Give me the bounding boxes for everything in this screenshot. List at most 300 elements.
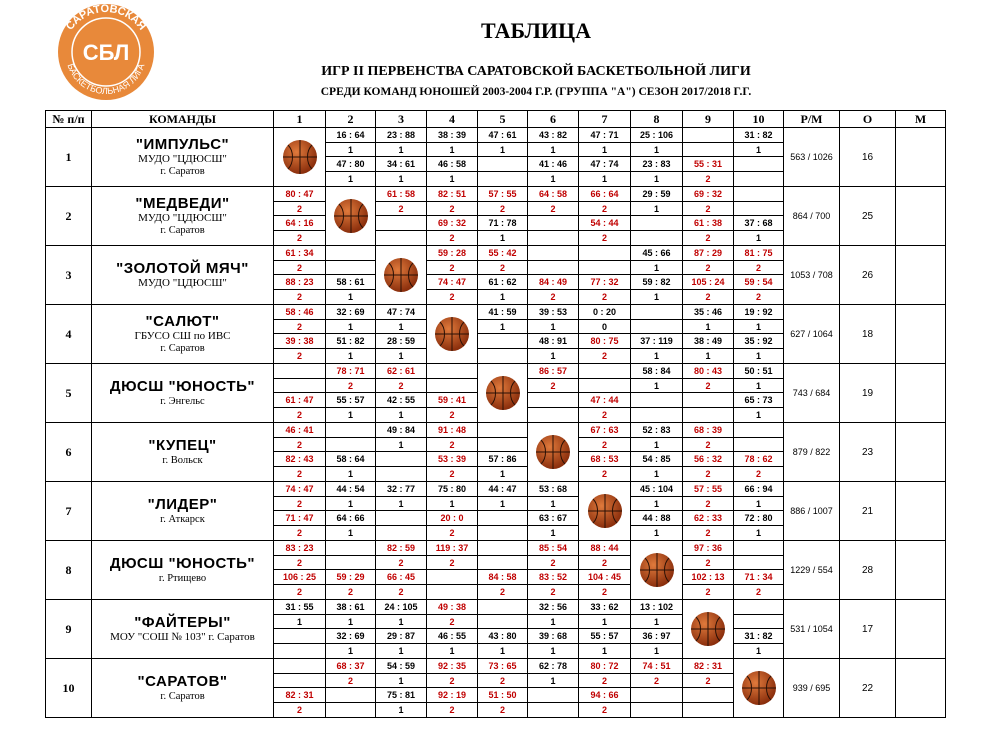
- game1-score: 32 : 69: [326, 305, 375, 320]
- team-row: [46, 423, 946, 482]
- score-ratio: 1229 / 554: [784, 541, 840, 600]
- team-org: МУДО "ЦДЮСШ": [138, 212, 227, 225]
- game2-points: 1: [653, 469, 659, 479]
- game1-points: 1: [478, 143, 527, 157]
- game2-points: 2: [705, 292, 711, 302]
- game1-score: 97 : 36: [683, 541, 733, 556]
- score-ratio: 864 / 700: [784, 187, 840, 246]
- game-cell: [274, 305, 326, 364]
- game2-points: 1: [398, 705, 404, 715]
- team-org: ГБУСО СШ по ИВС: [134, 330, 231, 343]
- game-cell: [683, 541, 734, 600]
- game-cell: [579, 305, 631, 364]
- game1-score: 66 : 64: [579, 187, 630, 202]
- game2-score: 54 : 85: [631, 452, 682, 467]
- game1-score: 59 : 28: [427, 246, 477, 261]
- game2-points: 1: [755, 528, 761, 538]
- team-city: г. Энгельс: [160, 395, 205, 407]
- game-cell: [734, 482, 784, 541]
- page-subtitle-2: СРЕДИ КОМАНД ЮНОШЕЙ 2003-2004 Г.Р. (ГРУППА "А") СЕЗОН 2017/2018 Г.Г.: [320, 86, 752, 98]
- game1-score: 62 : 78: [528, 659, 578, 674]
- game2-points: 1: [601, 646, 607, 656]
- team-name: ДЮСШ "ЮНОСТЬ": [109, 555, 256, 573]
- game2-score: 56 : 32: [683, 452, 733, 467]
- game2-score: 63 : 67: [528, 511, 578, 526]
- game1-score: 23 : 88: [376, 128, 426, 143]
- game2-score: [274, 629, 325, 644]
- game-cell: [326, 128, 376, 187]
- game2-points: 2: [601, 410, 607, 420]
- game-cell: [326, 246, 376, 305]
- game1-points: 2: [478, 202, 527, 216]
- game-cell: [683, 246, 734, 305]
- game-cell: [631, 600, 683, 659]
- score-ratio: 886 / 1007: [784, 482, 840, 541]
- game2-points: 1: [499, 233, 505, 243]
- game2-points: 2: [449, 705, 455, 715]
- game-cell: [427, 128, 478, 187]
- game-cell: [376, 364, 427, 423]
- game2-score: 47 : 80: [326, 157, 375, 172]
- game-cell: [427, 423, 478, 482]
- game2-score: [631, 216, 682, 231]
- game2-score: 66 : 45: [376, 570, 426, 585]
- game2-score: 88 : 23: [274, 275, 325, 290]
- game1-score: 64 : 58: [528, 187, 578, 202]
- game1-points: 1: [631, 261, 682, 275]
- game1-points: [326, 261, 375, 275]
- game-cell: [528, 128, 579, 187]
- game1-points: [579, 261, 630, 275]
- game2-score: 77 : 32: [579, 275, 630, 290]
- game1-score: [274, 659, 325, 674]
- game-cell: [376, 482, 427, 541]
- game-cell: [734, 364, 784, 423]
- game2-points: 1: [550, 646, 556, 656]
- game2-points: 2: [449, 410, 455, 420]
- game2-points: 2: [398, 587, 404, 597]
- game2-score: 71 : 78: [478, 216, 527, 231]
- game-cell: [274, 246, 326, 305]
- diagonal-cell: [427, 305, 478, 364]
- game2-points: 1: [499, 469, 505, 479]
- game1-points: 1: [528, 615, 578, 629]
- game1-score: 75 : 80: [427, 482, 477, 497]
- game-cell: [631, 128, 683, 187]
- game1-points: 2: [478, 674, 527, 688]
- game2-points: 2: [449, 469, 455, 479]
- game1-score: 91 : 48: [427, 423, 477, 438]
- team-cell: [92, 187, 274, 246]
- game2-score: 105 : 24: [683, 275, 733, 290]
- game-cell: [528, 187, 579, 246]
- game2-score: 51 : 82: [326, 334, 375, 349]
- game1-score: 39 : 53: [528, 305, 578, 320]
- basketball-icon: [587, 493, 623, 529]
- game2-score: 54 : 44: [579, 216, 630, 231]
- basketball-icon: [690, 611, 726, 647]
- game-cell: [274, 659, 326, 718]
- game-cell: [631, 187, 683, 246]
- game1-points: 1: [376, 320, 426, 334]
- header-col: 6: [528, 111, 579, 128]
- game2-score: 65 : 73: [734, 393, 783, 408]
- game1-points: [274, 379, 325, 393]
- game1-points: 2: [427, 261, 477, 275]
- game1-score: 88 : 44: [579, 541, 630, 556]
- game2-score: [734, 157, 783, 172]
- team-city: г. Аткарск: [160, 513, 205, 525]
- team-number: 5: [46, 364, 92, 423]
- game1-score: 33 : 62: [579, 600, 630, 615]
- header-col: 2: [326, 111, 376, 128]
- game1-score: 47 : 74: [376, 305, 426, 320]
- game2-score: 72 : 80: [734, 511, 783, 526]
- game2-score: 35 : 92: [734, 334, 783, 349]
- game1-points: 1: [326, 615, 375, 629]
- game2-points: [528, 703, 578, 717]
- header-col: 1: [274, 111, 326, 128]
- game-cell: [631, 246, 683, 305]
- game1-score: 62 : 61: [376, 364, 426, 379]
- team-name: "ЗОЛОТОЙ МЯЧ": [116, 260, 249, 278]
- team-row: [46, 364, 946, 423]
- score-ratio: 743 / 684: [784, 364, 840, 423]
- header-teams: КОМАНДЫ: [92, 111, 274, 128]
- game2-score: 59 : 41: [427, 393, 477, 408]
- team-cell: [92, 482, 274, 541]
- team-city: г. Саратов: [160, 165, 205, 177]
- game2-points: 1: [499, 292, 505, 302]
- game1-points: 1: [427, 497, 477, 511]
- game-cell: [478, 482, 528, 541]
- team-org: МУДО "ЦДЮСШ": [138, 277, 227, 290]
- game2-points: 1: [347, 469, 353, 479]
- game-cell: [326, 659, 376, 718]
- game2-points: 1: [347, 292, 353, 302]
- game1-points: 2: [427, 438, 477, 452]
- game2-score: 23 : 83: [631, 157, 682, 172]
- game2-score: 64 : 66: [326, 511, 375, 526]
- game2-score: 102 : 13: [683, 570, 733, 585]
- game-cell: [427, 364, 478, 423]
- game1-score: 25 : 106: [631, 128, 682, 143]
- game-cell: [579, 364, 631, 423]
- header-col: 8: [631, 111, 683, 128]
- place: [896, 482, 946, 541]
- header-pm: Р/М: [784, 111, 840, 128]
- game1-score: 78 : 71: [326, 364, 375, 379]
- game-cell: [478, 541, 528, 600]
- game-cell: [478, 246, 528, 305]
- game1-score: 58 : 84: [631, 364, 682, 379]
- game1-score: 69 : 32: [683, 187, 733, 202]
- game-cell: [528, 246, 579, 305]
- game2-points: 2: [705, 174, 711, 184]
- game2-points: 2: [601, 469, 607, 479]
- game-cell: [326, 482, 376, 541]
- team-cell: [92, 364, 274, 423]
- game1-score: 53 : 68: [528, 482, 578, 497]
- game2-points: [376, 467, 426, 481]
- game-cell: [734, 128, 784, 187]
- game-cell: [274, 187, 326, 246]
- game1-score: 67 : 63: [579, 423, 630, 438]
- game2-score: 61 : 62: [478, 275, 527, 290]
- game2-points: 2: [347, 587, 353, 597]
- game1-score: 82 : 31: [683, 659, 733, 674]
- game2-score: [528, 393, 578, 408]
- game2-score: 59 : 54: [734, 275, 783, 290]
- game2-points: 2: [296, 587, 302, 597]
- game1-score: 61 : 58: [376, 187, 426, 202]
- team-row: [46, 246, 946, 305]
- game1-points: 1: [631, 615, 682, 629]
- game1-score: 44 : 54: [326, 482, 375, 497]
- game-cell: [683, 128, 734, 187]
- game1-score: 47 : 61: [478, 128, 527, 143]
- game1-points: 2: [427, 674, 477, 688]
- game1-points: 2: [683, 202, 733, 216]
- game2-points: [631, 703, 682, 717]
- score-ratio: 879 / 822: [784, 423, 840, 482]
- game2-points: 2: [601, 233, 607, 243]
- game2-score: 42 : 55: [376, 393, 426, 408]
- game1-score: 0 : 20: [579, 305, 630, 320]
- game2-points: 1: [347, 174, 353, 184]
- game2-score: 39 : 38: [274, 334, 325, 349]
- game-cell: [579, 187, 631, 246]
- game1-score: 73 : 65: [478, 659, 527, 674]
- game1-score: 44 : 47: [478, 482, 527, 497]
- game1-points: 2: [427, 615, 477, 629]
- game1-points: 2: [326, 379, 375, 393]
- place: [896, 423, 946, 482]
- game2-points: 1: [653, 174, 659, 184]
- game1-points: 2: [683, 438, 733, 452]
- team-number: 7: [46, 482, 92, 541]
- game1-points: 2: [274, 438, 325, 452]
- game-cell: [427, 187, 478, 246]
- game1-points: 1: [326, 497, 375, 511]
- game-cell: [427, 600, 478, 659]
- game2-score: 44 : 88: [631, 511, 682, 526]
- game1-points: 1: [528, 497, 578, 511]
- score-ratio: 531 / 1054: [784, 600, 840, 659]
- game-cell: [478, 187, 528, 246]
- game-cell: [734, 305, 784, 364]
- score-ratio: 939 / 695: [784, 659, 840, 718]
- game2-points: 1: [755, 410, 761, 420]
- game2-score: 104 : 45: [579, 570, 630, 585]
- basketball-icon: [535, 434, 571, 470]
- game-cell: [734, 423, 784, 482]
- game-cell: [427, 659, 478, 718]
- game1-points: [326, 438, 375, 452]
- game1-points: [478, 438, 527, 452]
- game-cell: [478, 128, 528, 187]
- game2-points: 1: [449, 174, 455, 184]
- game2-score: 71 : 47: [274, 511, 325, 526]
- game-cell: [631, 305, 683, 364]
- game-cell: [274, 541, 326, 600]
- game1-points: [734, 615, 783, 629]
- game2-points: 1: [705, 351, 711, 361]
- game2-points: 2: [601, 587, 607, 597]
- game2-points: 2: [499, 705, 505, 715]
- game1-score: 92 : 35: [427, 659, 477, 674]
- header-place: М: [896, 111, 946, 128]
- game2-score: 62 : 33: [683, 511, 733, 526]
- header-row: [46, 111, 946, 128]
- team-name: "ФАЙТЕРЫ": [134, 614, 231, 632]
- game1-score: [478, 423, 527, 438]
- game2-points: 1: [347, 410, 353, 420]
- game2-score: [631, 393, 682, 408]
- game2-points: 1: [449, 646, 455, 656]
- team-cell: [92, 659, 274, 718]
- game1-points: [528, 261, 578, 275]
- game-cell: [478, 423, 528, 482]
- game1-score: 68 : 37: [326, 659, 375, 674]
- basketball-icon: [741, 670, 777, 706]
- game2-points: [631, 408, 682, 422]
- team-cell: [92, 541, 274, 600]
- game2-points: 2: [705, 469, 711, 479]
- team-row: [46, 659, 946, 718]
- game1-points: 1: [478, 497, 527, 511]
- game-cell: [528, 541, 579, 600]
- team-name: "САЛЮТ": [145, 313, 220, 331]
- game1-points: 2: [579, 556, 630, 570]
- game-cell: [579, 423, 631, 482]
- team-number: 9: [46, 600, 92, 659]
- game1-score: [528, 246, 578, 261]
- game-cell: [376, 305, 427, 364]
- game1-points: [734, 556, 783, 570]
- game1-score: 86 : 57: [528, 364, 578, 379]
- game2-score: 82 : 31: [274, 688, 325, 703]
- team-number: 8: [46, 541, 92, 600]
- game1-score: 82 : 51: [427, 187, 477, 202]
- header-points: О: [840, 111, 896, 128]
- game2-points: [734, 172, 783, 186]
- game-cell: [579, 659, 631, 718]
- basketball-icon: [383, 257, 419, 293]
- game1-score: 50 : 51: [734, 364, 783, 379]
- game-cell: [376, 128, 427, 187]
- game1-score: 49 : 84: [376, 423, 426, 438]
- game-cell: [683, 482, 734, 541]
- score-ratio: 1053 / 708: [784, 246, 840, 305]
- game2-score: 61 : 47: [274, 393, 325, 408]
- game1-points: [734, 202, 783, 216]
- page-subtitle: ИГР II ПЕРВЕНСТВА САРАТОВСКОЙ БАСКЕТБОЛЬНОЙ ЛИГИ: [321, 64, 751, 79]
- game1-points: 2: [579, 438, 630, 452]
- game1-score: 66 : 94: [734, 482, 783, 497]
- game2-score: 47 : 44: [579, 393, 630, 408]
- game1-points: 1: [734, 497, 783, 511]
- game2-points: 2: [449, 528, 455, 538]
- game2-score: 59 : 29: [326, 570, 375, 585]
- game1-points: 2: [579, 202, 630, 216]
- game-cell: [631, 659, 683, 718]
- game-cell: [376, 600, 427, 659]
- game2-score: 59 : 82: [631, 275, 682, 290]
- game2-points: 2: [601, 351, 607, 361]
- team-number: 10: [46, 659, 92, 718]
- header-col: 10: [734, 111, 784, 128]
- game2-score: 48 : 91: [528, 334, 578, 349]
- game2-score: 20 : 0: [427, 511, 477, 526]
- game1-score: [326, 246, 375, 261]
- game2-points: [478, 349, 527, 363]
- game2-points: 1: [653, 646, 659, 656]
- game2-points: 2: [449, 233, 455, 243]
- team-row: [46, 128, 946, 187]
- game-cell: [631, 482, 683, 541]
- team-row: [46, 305, 946, 364]
- team-number: 3: [46, 246, 92, 305]
- game-cell: [734, 246, 784, 305]
- game-cell: [326, 423, 376, 482]
- game1-points: 2: [274, 497, 325, 511]
- game2-score: 55 : 57: [326, 393, 375, 408]
- game2-score: 55 : 57: [579, 629, 630, 644]
- game2-score: 34 : 61: [376, 157, 426, 172]
- basketball-icon: [485, 375, 521, 411]
- team-org: МОУ "СОШ № 103" г. Саратов: [110, 631, 255, 644]
- team-org: МУДО "ЦДЮСШ": [138, 153, 227, 166]
- score-ratio: 627 / 1064: [784, 305, 840, 364]
- game1-points: 1: [631, 438, 682, 452]
- points: 17: [840, 600, 896, 659]
- game1-points: 1: [274, 615, 325, 629]
- game1-points: 1: [734, 379, 783, 393]
- game-cell: [274, 423, 326, 482]
- header-num: № п/п: [46, 111, 92, 128]
- page-title: ТАБЛИЦА: [481, 18, 591, 43]
- game-cell: [734, 600, 784, 659]
- game2-points: 2: [601, 292, 607, 302]
- game2-points: [683, 703, 733, 717]
- game2-points: 2: [296, 292, 302, 302]
- game1-points: 2: [683, 261, 733, 275]
- game2-points: 2: [550, 292, 556, 302]
- game1-points: 2: [376, 379, 426, 393]
- game-cell: [528, 482, 579, 541]
- team-name: "САРАТОВ": [137, 673, 228, 691]
- game1-points: 1: [631, 202, 682, 216]
- game-cell: [427, 246, 478, 305]
- game1-score: [274, 364, 325, 379]
- basketball-icon: [333, 198, 369, 234]
- team-cell: [92, 305, 274, 364]
- game2-points: 2: [705, 233, 711, 243]
- diagonal-cell: [734, 659, 784, 718]
- game2-points: 1: [755, 646, 761, 656]
- team-number: 1: [46, 128, 92, 187]
- game1-score: 81 : 75: [734, 246, 783, 261]
- game-cell: [376, 187, 427, 246]
- game1-score: 68 : 39: [683, 423, 733, 438]
- game1-score: 55 : 42: [478, 246, 527, 261]
- game2-score: 47 : 74: [579, 157, 630, 172]
- basketball-icon: [639, 552, 675, 588]
- game1-score: 19 : 92: [734, 305, 783, 320]
- game-cell: [326, 541, 376, 600]
- game-cell: [734, 541, 784, 600]
